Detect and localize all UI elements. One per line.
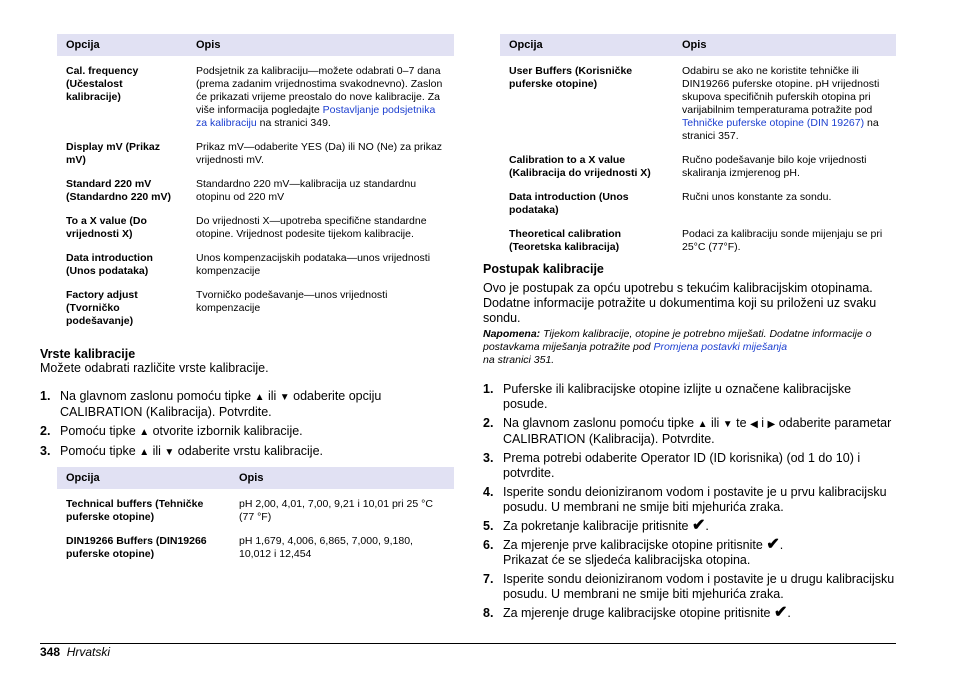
- calibration-options-table: [57, 34, 454, 333]
- left-column: [57, 34, 454, 333]
- option-cell: Factory adjust (Tvorničko podešavanje): [66, 289, 138, 327]
- technical-buffers-link[interactable]: Tehničke puferske otopine (DIN 19267): [682, 117, 865, 129]
- table-header-row: [57, 467, 454, 489]
- table-row: [500, 56, 896, 148]
- list-item: 3. Prema potrebi odaberite Operator ID (ID korisnika) (od 1 do 10) i potvrdite.: [483, 451, 861, 480]
- section-intro: Možete odabrati različite vrste kalibracije.: [40, 361, 269, 375]
- option-cell: User Buffers (Korisničke puferske otopine): [509, 65, 633, 90]
- checkmark-icon: ✔: [692, 517, 706, 534]
- left-arrow-icon: ◀: [750, 419, 758, 430]
- down-arrow-icon: ▼: [722, 419, 733, 430]
- column-header: Opcija: [57, 467, 230, 489]
- table-row: [57, 209, 454, 246]
- table-row: [57, 246, 454, 283]
- list-item: 1. Puferske ili kalibracijske otopine izlijte u označene kalibracijske posude.: [483, 382, 852, 411]
- list-item: 2. Pomoću tipke ▲ otvorite izbornik kalibracije.: [40, 424, 303, 438]
- right-column: [500, 34, 896, 259]
- mixing-settings-link[interactable]: Promjena postavki miješanja: [653, 341, 788, 353]
- table-row: [57, 56, 454, 135]
- description-cell: Podsjetnik za kalibraciju—možete odabrati 0–7 dana (prema zadanim vrijednostima svakodnevno). Zaslon će prikazati vrijeme preostalo do nove kalibracije. Za više informacija pogledajte Postavljanje podsjetnika za kalibraciju na stranici 349.: [196, 65, 443, 129]
- description-cell: Odabiru se ako ne koristite tehničke ili DIN19266 puferske otopine. pH vrijednosti skupova specifičnih puferskih otopina pri varijabilnim temperaturama potražite pod Tehničke puferske otopine (DIN 19267) na stranici 357.: [682, 65, 880, 142]
- description-cell: pH 1,679, 4,006, 6,865, 7,000, 9,180, 10,012 i 12,454: [239, 535, 413, 560]
- table-row: [57, 283, 454, 333]
- note: Napomena: Tijekom kalibracije, otopine je potrebno miješati. Dodatne informacije o postavkama miješanja potražite pod Promjena postavki miješanja na stranici 351.: [483, 328, 872, 366]
- description-cell: Prikaz mV—odaberite YES (Da) ili NO (Ne) za prikaz vrijednosti mV.: [196, 141, 443, 166]
- column-header: Opcija: [500, 34, 673, 56]
- footer-divider: [40, 643, 896, 644]
- right-arrow-icon: ▶: [767, 419, 776, 430]
- reminder-link[interactable]: Postavljanje podsjetnika za kalibraciju: [196, 104, 436, 129]
- up-arrow-icon: ▲: [139, 447, 150, 458]
- option-cell: Standard 220 mV (Standardno 220 mV): [66, 178, 172, 203]
- section-heading: Postupak kalibracije: [483, 262, 604, 276]
- option-cell: Data introduction (Unos podataka): [66, 252, 153, 277]
- column-header: Opcija: [57, 34, 187, 56]
- buffer-table-wrap: [57, 467, 454, 566]
- table-row: [500, 222, 896, 259]
- page-number: 348: [40, 645, 61, 659]
- option-cell: Display mV (Prikaz mV): [66, 141, 160, 166]
- table-row: [57, 529, 454, 566]
- buffer-options-table: [500, 34, 896, 259]
- option-cell: DIN19266 Buffers (DIN19266 puferske otopine): [66, 535, 207, 560]
- up-arrow-icon: ▲: [254, 392, 265, 403]
- table-row: [500, 185, 896, 222]
- column-header: Opis: [230, 467, 454, 489]
- table-row: [57, 172, 454, 209]
- table-header-row: [57, 34, 454, 56]
- down-arrow-icon: ▼: [279, 392, 290, 403]
- buffer-types-table: [57, 467, 454, 566]
- table-header-row: [500, 34, 896, 56]
- description-cell: Standardno 220 mV—kalibracija uz standardnu otopinu od 220 mV: [196, 178, 417, 203]
- table-row: [500, 148, 896, 185]
- list-item: 6. Za mjerenje prve kalibracijske otopine pritisnite ✔. Prikazat će se sljedeća kalibracijska otopina.: [483, 536, 784, 567]
- option-cell: Theoretical calibration (Teoretska kalibracija): [509, 228, 622, 253]
- column-header: Opis: [673, 34, 896, 56]
- page-footer: [40, 645, 110, 659]
- description-cell: Podaci za kalibraciju sonde mijenjaju se pri 25°C (77°F).: [682, 228, 883, 253]
- calibration-types-section: [40, 347, 460, 460]
- table-row: [57, 135, 454, 172]
- up-arrow-icon: ▲: [139, 427, 150, 438]
- description-cell: Ručno podešavanje bilo koje vrijednosti skaliranja izmjerenog pH.: [682, 154, 867, 179]
- option-cell: Cal. frequency (Učestalost kalibracije): [66, 65, 139, 103]
- option-cell: To a X value (Do vrijednosti X): [66, 215, 147, 240]
- description-cell: Unos kompenzacijskih podataka—unos vrijednosti kompenzacije: [196, 252, 431, 277]
- description-cell: Tvorničko podešavanje—unos vrijednosti kompenzacije: [196, 289, 388, 314]
- description-cell: Do vrijednosti X—upotreba specifične standardne otopine. Vrijednost podesite tijekom kalibracije.: [196, 215, 427, 240]
- list-item: 1. Na glavnom zaslonu pomoću tipke ▲ ili ▼ odaberite opciju CALIBRATION (Kalibracija). Potvrdite.: [40, 389, 382, 419]
- list-item: 8. Za mjerenje druge kalibracijske otopine pritisnite ✔.: [483, 604, 791, 621]
- list-item: 5. Za pokretanje kalibracije pritisnite ✔.: [483, 517, 709, 534]
- checkmark-icon: ✔: [766, 536, 780, 553]
- section-heading: Vrste kalibracije: [40, 347, 136, 361]
- option-cell: Data introduction (Unos podataka): [509, 191, 629, 216]
- section-intro: Ovo je postupak za opću upotrebu s tekućim kalibracijskim otopinama. Dodatne informacije potražite u dokumentima koji su priloženi uz svaku sondu.: [483, 281, 877, 325]
- list-item: 7. Isperite sondu deioniziranom vodom i postavite je u drugu kalibracijsku posudu. U membrani ne smije biti mjehurića zraka.: [483, 572, 895, 601]
- up-arrow-icon: ▲: [697, 419, 708, 430]
- procedure-steps-list: [483, 382, 896, 621]
- option-cell: Technical buffers (Tehničke puferske otopine): [66, 498, 204, 523]
- steps-list: [40, 389, 460, 460]
- list-item: 3. Pomoću tipke ▲ ili ▼ odaberite vrstu kalibracije.: [40, 444, 323, 458]
- checkmark-icon: ✔: [773, 604, 788, 621]
- list-item: 2. Na glavnom zaslonu pomoću tipke ▲ ili ▼ te ◀ i ▶ odaberite parametar CALIBRATION (Kalibracija). Potvrdite.: [483, 416, 892, 446]
- option-cell: Calibration to a X value (Kalibracija do vrijednosti X): [509, 154, 651, 179]
- list-item: 4. Isperite sondu deioniziranom vodom i postavite je u prvu kalibracijsku posudu. U membrani ne smije biti mjehurića zraka.: [483, 485, 887, 514]
- description-cell: pH 2,00, 4,01, 7,00, 9,21 i 10,01 pri 25 °C (77 °F): [239, 498, 433, 523]
- table-row: [57, 489, 454, 529]
- calibration-procedure-section: [483, 262, 896, 621]
- description-cell: Ručni unos konstante za sondu.: [682, 191, 832, 203]
- down-arrow-icon: ▼: [164, 447, 175, 458]
- column-header: Opis: [187, 34, 454, 56]
- footer-language: Hrvatski: [66, 645, 111, 659]
